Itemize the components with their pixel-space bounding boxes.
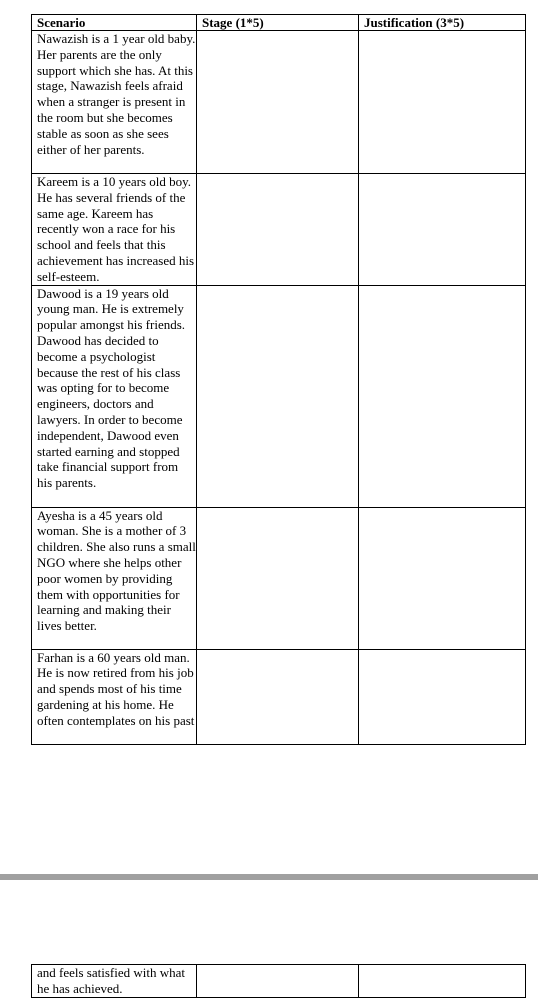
justification-cell[interactable] <box>359 649 526 744</box>
stage-cell[interactable] <box>197 31 359 174</box>
stage-cell[interactable] <box>197 507 359 649</box>
table-row <box>32 174 526 286</box>
scenario-cell: Kareem is a 10 years old boy. He has several friends of the same age. Kareem has recently won a race for his school and feels that this achievement has increased his self-esteem. <box>32 174 197 286</box>
scenario-cell: Ayesha is a 45 years old woman. She is a mother of 3 children. She also runs a small NGO where she helps other poor women by providing them with opportunities for learning and making their lives better. <box>32 507 197 649</box>
scenario-cell: and feels satisfied with what he has achieved. <box>32 965 197 998</box>
table-row <box>32 965 526 998</box>
header-scenario: Scenario <box>32 15 197 31</box>
scenario-table-continued <box>31 964 526 998</box>
page-break-divider <box>0 874 538 880</box>
justification-cell[interactable] <box>359 507 526 649</box>
scenario-cell: Farhan is a 60 years old man. He is now retired from his job and spends most of his time gardening at his home. He often contemplates on his past <box>32 649 197 744</box>
table-row <box>32 31 526 174</box>
scenario-cell: Nawazish is a 1 year old baby. Her parents are the only support which she has. At this stage, Nawazish feels afraid when a stranger is present in the room but she becomes stable as soon as she sees either of her parents. <box>32 31 197 174</box>
justification-cell[interactable] <box>359 965 526 998</box>
scenario-table <box>31 14 526 745</box>
scenario-cell: Dawood is a 19 years old young man. He is extremely popular amongst his friends. Dawood has decided to become a psychologist because the rest of his class was opting for to become engineers, doctors and lawyers. In order to become independent, Dawood even started earning and stopped take financial support from his parents. <box>32 285 197 507</box>
header-justification: Justification (3*5) <box>359 15 526 31</box>
table-row <box>32 285 526 507</box>
table-row <box>32 507 526 649</box>
stage-cell[interactable] <box>197 649 359 744</box>
justification-cell[interactable] <box>359 31 526 174</box>
header-stage: Stage (1*5) <box>197 15 359 31</box>
stage-cell[interactable] <box>197 174 359 286</box>
justification-cell[interactable] <box>359 174 526 286</box>
justification-cell[interactable] <box>359 285 526 507</box>
stage-cell[interactable] <box>197 285 359 507</box>
stage-cell[interactable] <box>197 965 359 998</box>
header-row <box>32 15 526 31</box>
table-row <box>32 649 526 744</box>
